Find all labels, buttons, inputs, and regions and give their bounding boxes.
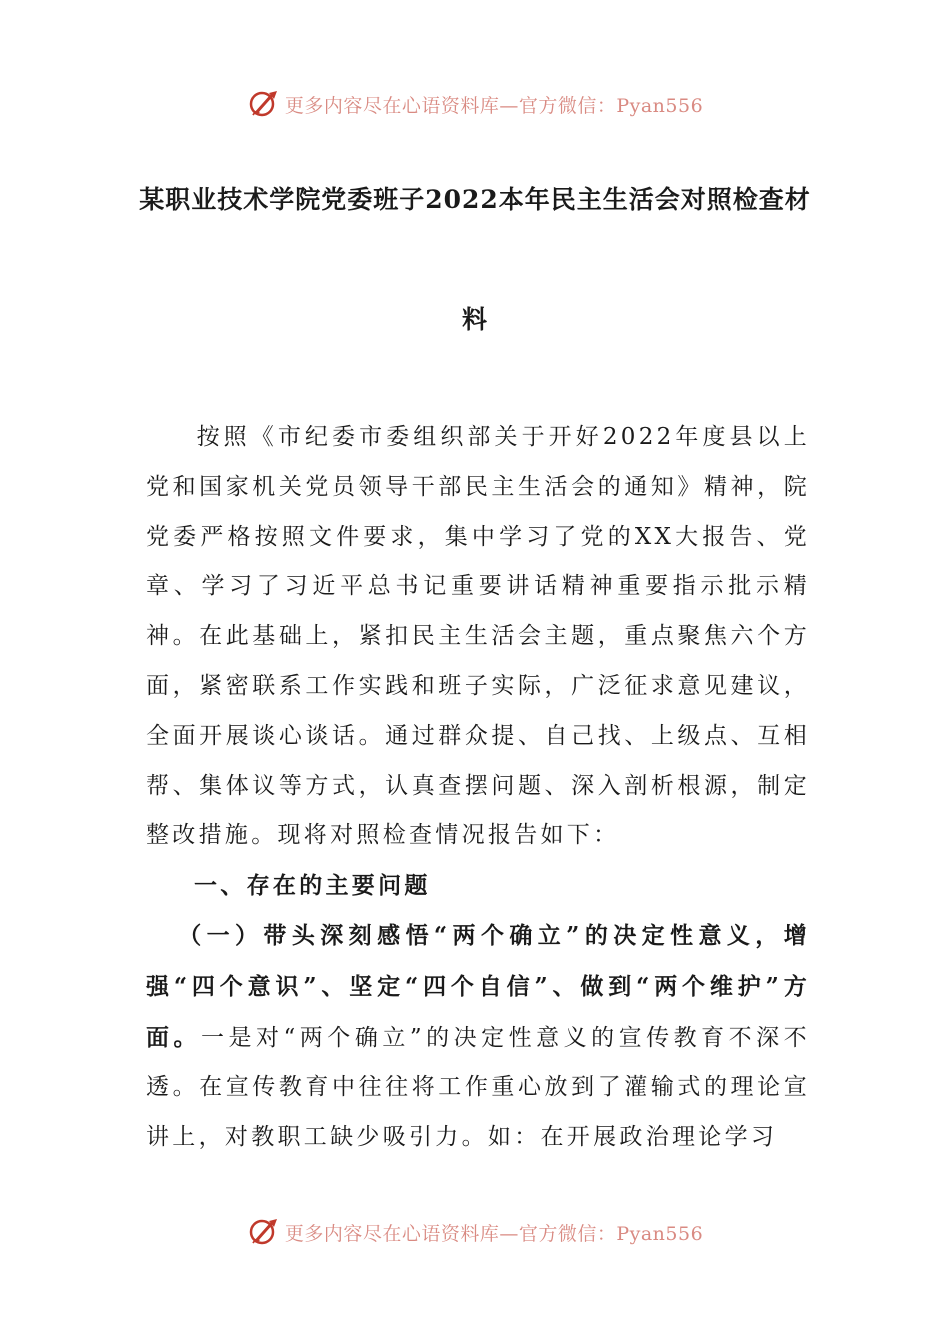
subsection-body: 一是对“两个确立”的决定性意义的宣传教育不深不透。在宣传教育中往往将工作重心放到了灌输式的理论宣讲上，对教职工缺少吸引力。如：在开展政治理论学习 [146, 1024, 810, 1151]
watermark-text: 更多内容尽在心语资料库—官方微信：Pyan556 [284, 1222, 704, 1245]
document-title-line2: 料 [461, 305, 488, 334]
document-body [146, 413, 810, 1163]
pen-seal-logo-icon [247, 87, 281, 121]
pen-seal-logo-icon [247, 1215, 281, 1249]
watermark-text: 更多内容尽在心语资料库—官方微信：Pyan556 [284, 94, 704, 117]
watermark-banner-bottom [0, 1212, 950, 1252]
document-title-line1: 某职业技术学院党委班子2022本年民主生活会对照检查材 [139, 185, 811, 214]
subsection-heading: （一）带头深刻感悟“两个确立”的决定性意义，增强“四个意识”、坚定“四个自信”、做到“两个维护”方面。 [146, 921, 810, 1051]
section-heading: 一、存在的主要问题 [194, 872, 431, 900]
subsection-paragraph [146, 911, 810, 1163]
intro-paragraph: 按照《市纪委市委组织部关于开好2022年度县以上党和国家机关党员领导干部民主生活会的通知》精神，院党委严格按照文件要求，集中学习了党的XX大报告、党章、学习了习近平总书记重要讲话精神重要指示批示精神。在此基础上，紧扣民主生活会主题，重点聚焦六个方面，紧密联系工作实践和班子实际，广泛征求意见建议，全面开展谈心谈话。通过群众提、自己找、上级点、互相帮、集体议等方式，认真查摆问题、深入剖析根源，制定整改措施。现将对照检查情况报告如下： [146, 424, 810, 849]
watermark-banner-top [0, 84, 950, 124]
